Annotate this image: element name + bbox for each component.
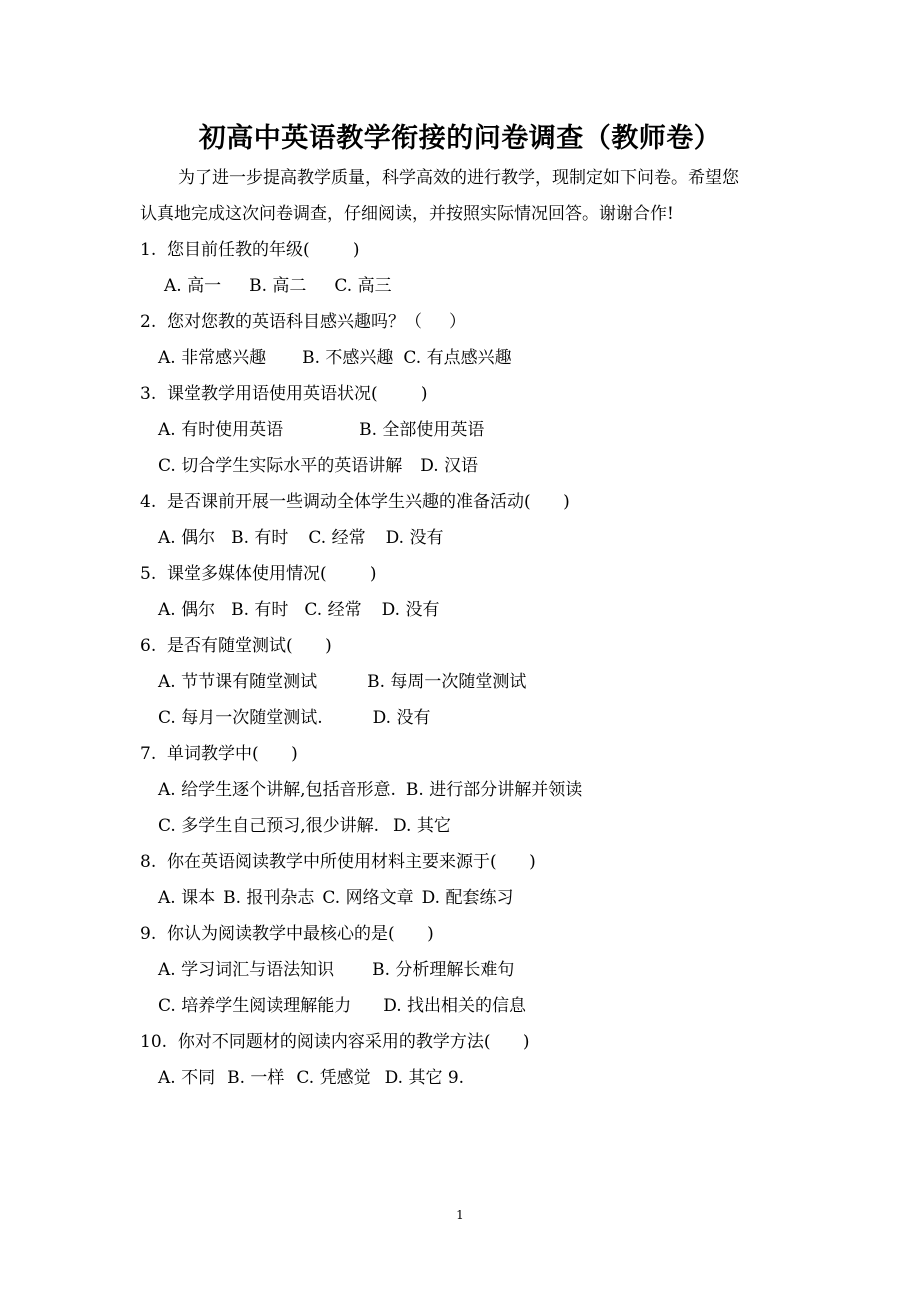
option-a: A. 课本 <box>158 888 216 908</box>
option-d: D. 没有 <box>385 528 444 548</box>
option-b: B. 一样 <box>227 1068 285 1088</box>
option-c: C. 高三 <box>334 276 392 296</box>
question-5: 5. 课堂多媒体使用情况( ) <box>140 564 377 584</box>
option-a: A. 不同 <box>158 1068 216 1088</box>
question-10: 10. 你对不同题材的阅读内容采用的教学方法( ) <box>140 1032 530 1052</box>
option-b: B. 进行部分讲解并领读 <box>405 780 583 800</box>
option-row <box>140 268 820 304</box>
intro-paragraph <box>140 160 790 232</box>
option-row <box>140 1060 820 1096</box>
question-2: 2. 您对您教的英语科目感兴趣吗？（ ） <box>140 312 467 332</box>
option-row <box>140 952 820 988</box>
option-a: A. 高一 <box>164 276 222 296</box>
option-b: B. 全部使用英语 <box>359 420 485 440</box>
option-a: A. 学习词汇与语法知识 <box>158 960 335 980</box>
option-b: B. 不感兴趣 <box>302 348 394 368</box>
option-row <box>140 880 820 916</box>
option-a: A. 偶尔 <box>158 600 216 620</box>
option-d: D. 其它 <box>393 816 451 836</box>
option-a: A. 有时使用英语 <box>158 420 284 440</box>
option-b: B. 每周一次随堂测试 <box>367 672 527 692</box>
question-6: 6. 是否有随堂测试( ) <box>140 636 332 656</box>
option-b: B. 报刊杂志 <box>223 888 315 908</box>
option-a: A. 节节课有随堂测试 <box>158 672 318 692</box>
question-8: 8. 你在英语阅读教学中所使用材料主要来源于( ) <box>140 852 536 872</box>
option-c: C. 切合学生实际水平的英语讲解 <box>158 456 403 476</box>
option-d: D. 没有 <box>381 600 440 620</box>
option-row <box>140 412 820 448</box>
option-row <box>140 448 820 484</box>
option-d: D. 找出相关的信息 <box>383 996 527 1016</box>
option-row <box>140 664 820 700</box>
page-number: 1 <box>456 1208 464 1222</box>
option-c: C. 经常 <box>304 600 362 620</box>
page-title: 初高中英语教学衔接的问卷调查（教师卷） <box>198 123 722 154</box>
option-a: A. 偶尔 <box>158 528 216 548</box>
option-c: C. 凭感觉 <box>296 1068 371 1088</box>
option-b: B. 有时 <box>231 528 289 548</box>
option-d: D. 配套练习 <box>421 888 514 908</box>
option-c: C. 经常 <box>308 528 366 548</box>
option-d: D. 没有 <box>372 708 431 728</box>
question-3: 3. 课堂教学用语使用英语状况( ) <box>140 384 428 404</box>
intro-line-1: 为了进一步提高教学质量，科学高效的进行教学，现制定如下问卷。希望您 <box>178 168 739 188</box>
option-row <box>140 772 820 808</box>
option-row <box>140 700 820 736</box>
option-b: B. 高二 <box>249 276 307 296</box>
option-row <box>140 988 820 1024</box>
option-d: D. 汉语 <box>420 456 479 476</box>
option-a: A. 给学生逐个讲解,包括音形意. <box>158 780 396 800</box>
option-c: C. 网络文章 <box>322 888 414 908</box>
intro-line-2: 认真地完成这次问卷调查，仔细阅读，并按照实际情况回答。谢谢合作! <box>140 204 674 224</box>
option-row <box>140 592 820 628</box>
option-b: B. 分析理解长难句 <box>372 960 515 980</box>
option-c: C. 有点感兴趣 <box>403 348 512 368</box>
question-4: 4. 是否课前开展一些调动全体学生兴趣的准备活动( ) <box>140 492 570 512</box>
option-row <box>140 520 820 556</box>
option-d: D. 其它 9. <box>384 1068 465 1088</box>
option-b: B. 有时 <box>231 600 289 620</box>
question-1: 1. 您目前任教的年级( ) <box>140 240 360 260</box>
option-row <box>140 808 820 844</box>
question-7: 7. 单词教学中( ) <box>140 744 298 764</box>
question-list <box>140 232 820 1096</box>
option-c: C. 每月一次随堂测试. <box>158 708 323 728</box>
option-a: A. 非常感兴趣 <box>158 348 267 368</box>
option-row <box>140 340 820 376</box>
option-c: C. 多学生自己预习,很少讲解. <box>158 816 380 836</box>
question-9: 9. 你认为阅读教学中最核心的是( ) <box>140 924 434 944</box>
option-c: C. 培养学生阅读理解能力 <box>158 996 352 1016</box>
